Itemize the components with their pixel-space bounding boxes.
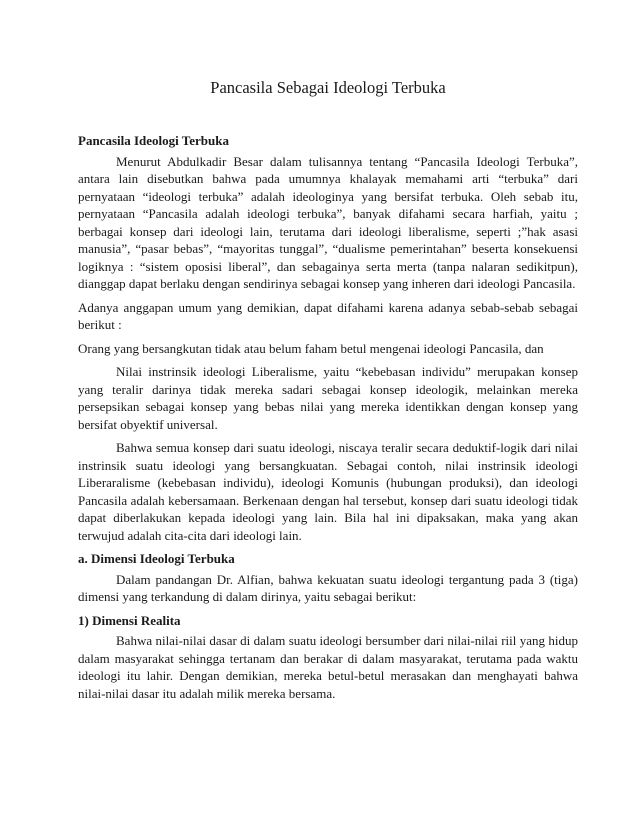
paragraph-alfian: Dalam pandangan Dr. Alfian, bahwa kekuatan suatu ideologi tergantung pada 3 (tiga) dimensi yang terkandung di dalam dirinya, yaitu sebagai berikut:	[78, 571, 578, 604]
section-heading-pancasila-ideologi-terbuka: Pancasila Ideologi Terbuka	[78, 133, 229, 148]
document-title: Pancasila Sebagai Ideologi Terbuka	[210, 78, 446, 97]
paragraph-abdulkadir: Menurut Abdulkadir Besar dalam tulisannya tentang “Pancasila Ideologi Terbuka”, antara lain disebutkan bahwa pada umumnya khalayak memahami arti “terbuka” dari pernyataan “ideologi terbuka” adalah ideologinya yang bersifat terbuka. Oleh sebab itu, pernyataan “Pancasila adalah ideologi terbuka”, banyak difahami secara harfiah, yaitu ; berbagai konsep dari ideologi lain, terutama dari ideologi liberalisme, seperti ;”hak asasi manusia”, “pasar bebas”, “mayoritas tunggal”, “dualisme pemerintahan” beserta konsekuensi logiknya : “sistem oposisi liberal”, dan sebagainya serta merta (tanpa nalaran sedikitpun), dianggap dapat berlaku dengan sendirinya sebagai konsep yang inheren dari ideologi Pancasila.	[78, 153, 578, 291]
paragraph-orang-bersangkutan: Orang yang bersangkutan tidak atau belum faham betul mengenai ideologi Pancasila, dan	[78, 340, 544, 356]
paragraph-konsep-ideologi: Bahwa semua konsep dari suatu ideologi, niscaya teralir secara deduktif-logik dari nilai instrinsik suatu ideologi yang bersangkuatan. Sebagai contoh, nilai instrinsik ideologi Liberaralisme (kebebasan individu), ideologi Komunis (hubungan produksi), dan ideologi Pancasila adalah kebersamaan. Berkenaan dengan hal tersebut, konsep dari suatu ideologi tidak dapat diberlakukan kepada ideologi yang lain. Bila hal ini dipaksakan, maka yang akan terwujud adalah cita-cita dari ideologi lain.	[78, 440, 578, 543]
paragraph-nilai-instrinsik: Nilai instrinsik ideologi Liberalisme, yaitu “kebebasan individu” merupakan konsep yang teralir darinya tidak mereka sadari sebagai konsep ideologik, melainkan mereka persepsikan sebagai konsep yang bebas nilai yang mereka identikkan dengan konsep yang bersifat obyektif universal.	[78, 364, 578, 432]
paragraph-anggapan-umum: Adanya anggapan umum yang demikian, dapat difahami karena adanya sebab-sebab sebagai berikut :	[78, 299, 578, 332]
section-heading-dimensi-ideologi: a. Dimensi Ideologi Terbuka	[78, 551, 235, 566]
section-heading-dimensi-realita: 1) Dimensi Realita	[78, 612, 181, 628]
paragraph-dimensi-realita: Bahwa nilai-nilai dasar di dalam suatu ideologi bersumber dari nilai-nilai riil yang hidup dalam masyarakat sehingga tertanam dan berakar di dalam masyarakat, terutama pada waktu ideologi itu lahir. Dengan demikian, mereka betul-betul merasakan dan menghayati bahwa nilai-nilai dasar itu adalah milik mereka bersama.	[78, 633, 578, 701]
